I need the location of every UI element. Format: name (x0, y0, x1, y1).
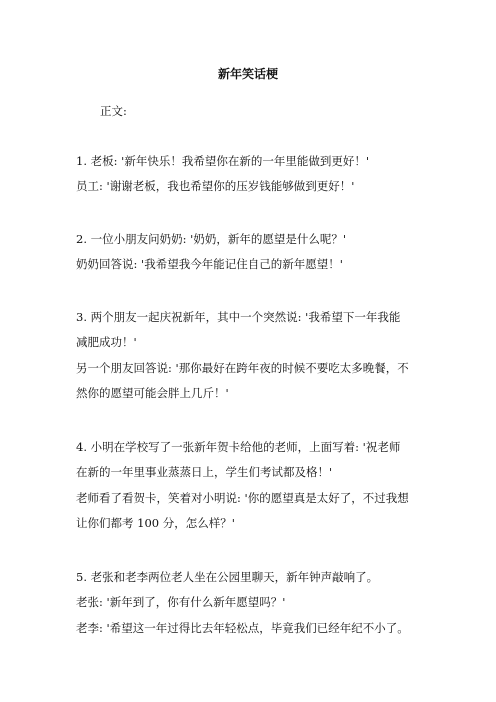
text-line: 让你们都考 100 分，怎么样？' (76, 516, 235, 530)
text-line: 员工: '谢谢老板，我也希望你的压岁钱能够做到更好！' (76, 179, 355, 193)
text-line: 奶奶回答说: '我希望我今年能记住自己的新年愿望！' (76, 257, 343, 271)
text-line: 4. 小明在学校写了一张新年贺卡给他的老师，上面写着: '祝老师 (76, 440, 401, 454)
text-line: 老李: '希望这一年过得比去年轻松点，毕竟我们已经年纪不小了。 (76, 621, 409, 635)
document-title: 新年笑话梗 (217, 67, 278, 81)
text-line: 老师看了看贺卡，笑着对小明说: '你的愿望真是太好了，不过我想 (76, 491, 409, 505)
text-line: 3. 两个朋友一起庆祝新年，其中一个突然说: '我希望下一年我能 (76, 310, 401, 324)
text-line: 5. 老张和老李两位老人坐在公园里聊天，新年钟声敲响了。 (76, 570, 379, 584)
text-line: 减肥成功！' (76, 335, 137, 349)
text-line: 2. 一位小朋友问奶奶: '奶奶，新年的愿望是什么呢？' (76, 232, 346, 246)
text-line: 然你的愿望可能会胖上几斤！' (76, 386, 229, 400)
text-line: 老张: '新年到了，你有什么新年愿望吗？' (76, 595, 286, 609)
body-label: 正文: (100, 104, 127, 118)
text-line: 1. 老板: '新年快乐！我希望你在新的一年里能做到更好！' (76, 154, 369, 168)
text-line: 另一个朋友回答说: '那你最好在跨年夜的时候不要吃太多晚餐，不 (76, 361, 409, 375)
text-line: 在新的一年里事业蒸蒸日上，学生们考试都及格！' (76, 465, 333, 479)
